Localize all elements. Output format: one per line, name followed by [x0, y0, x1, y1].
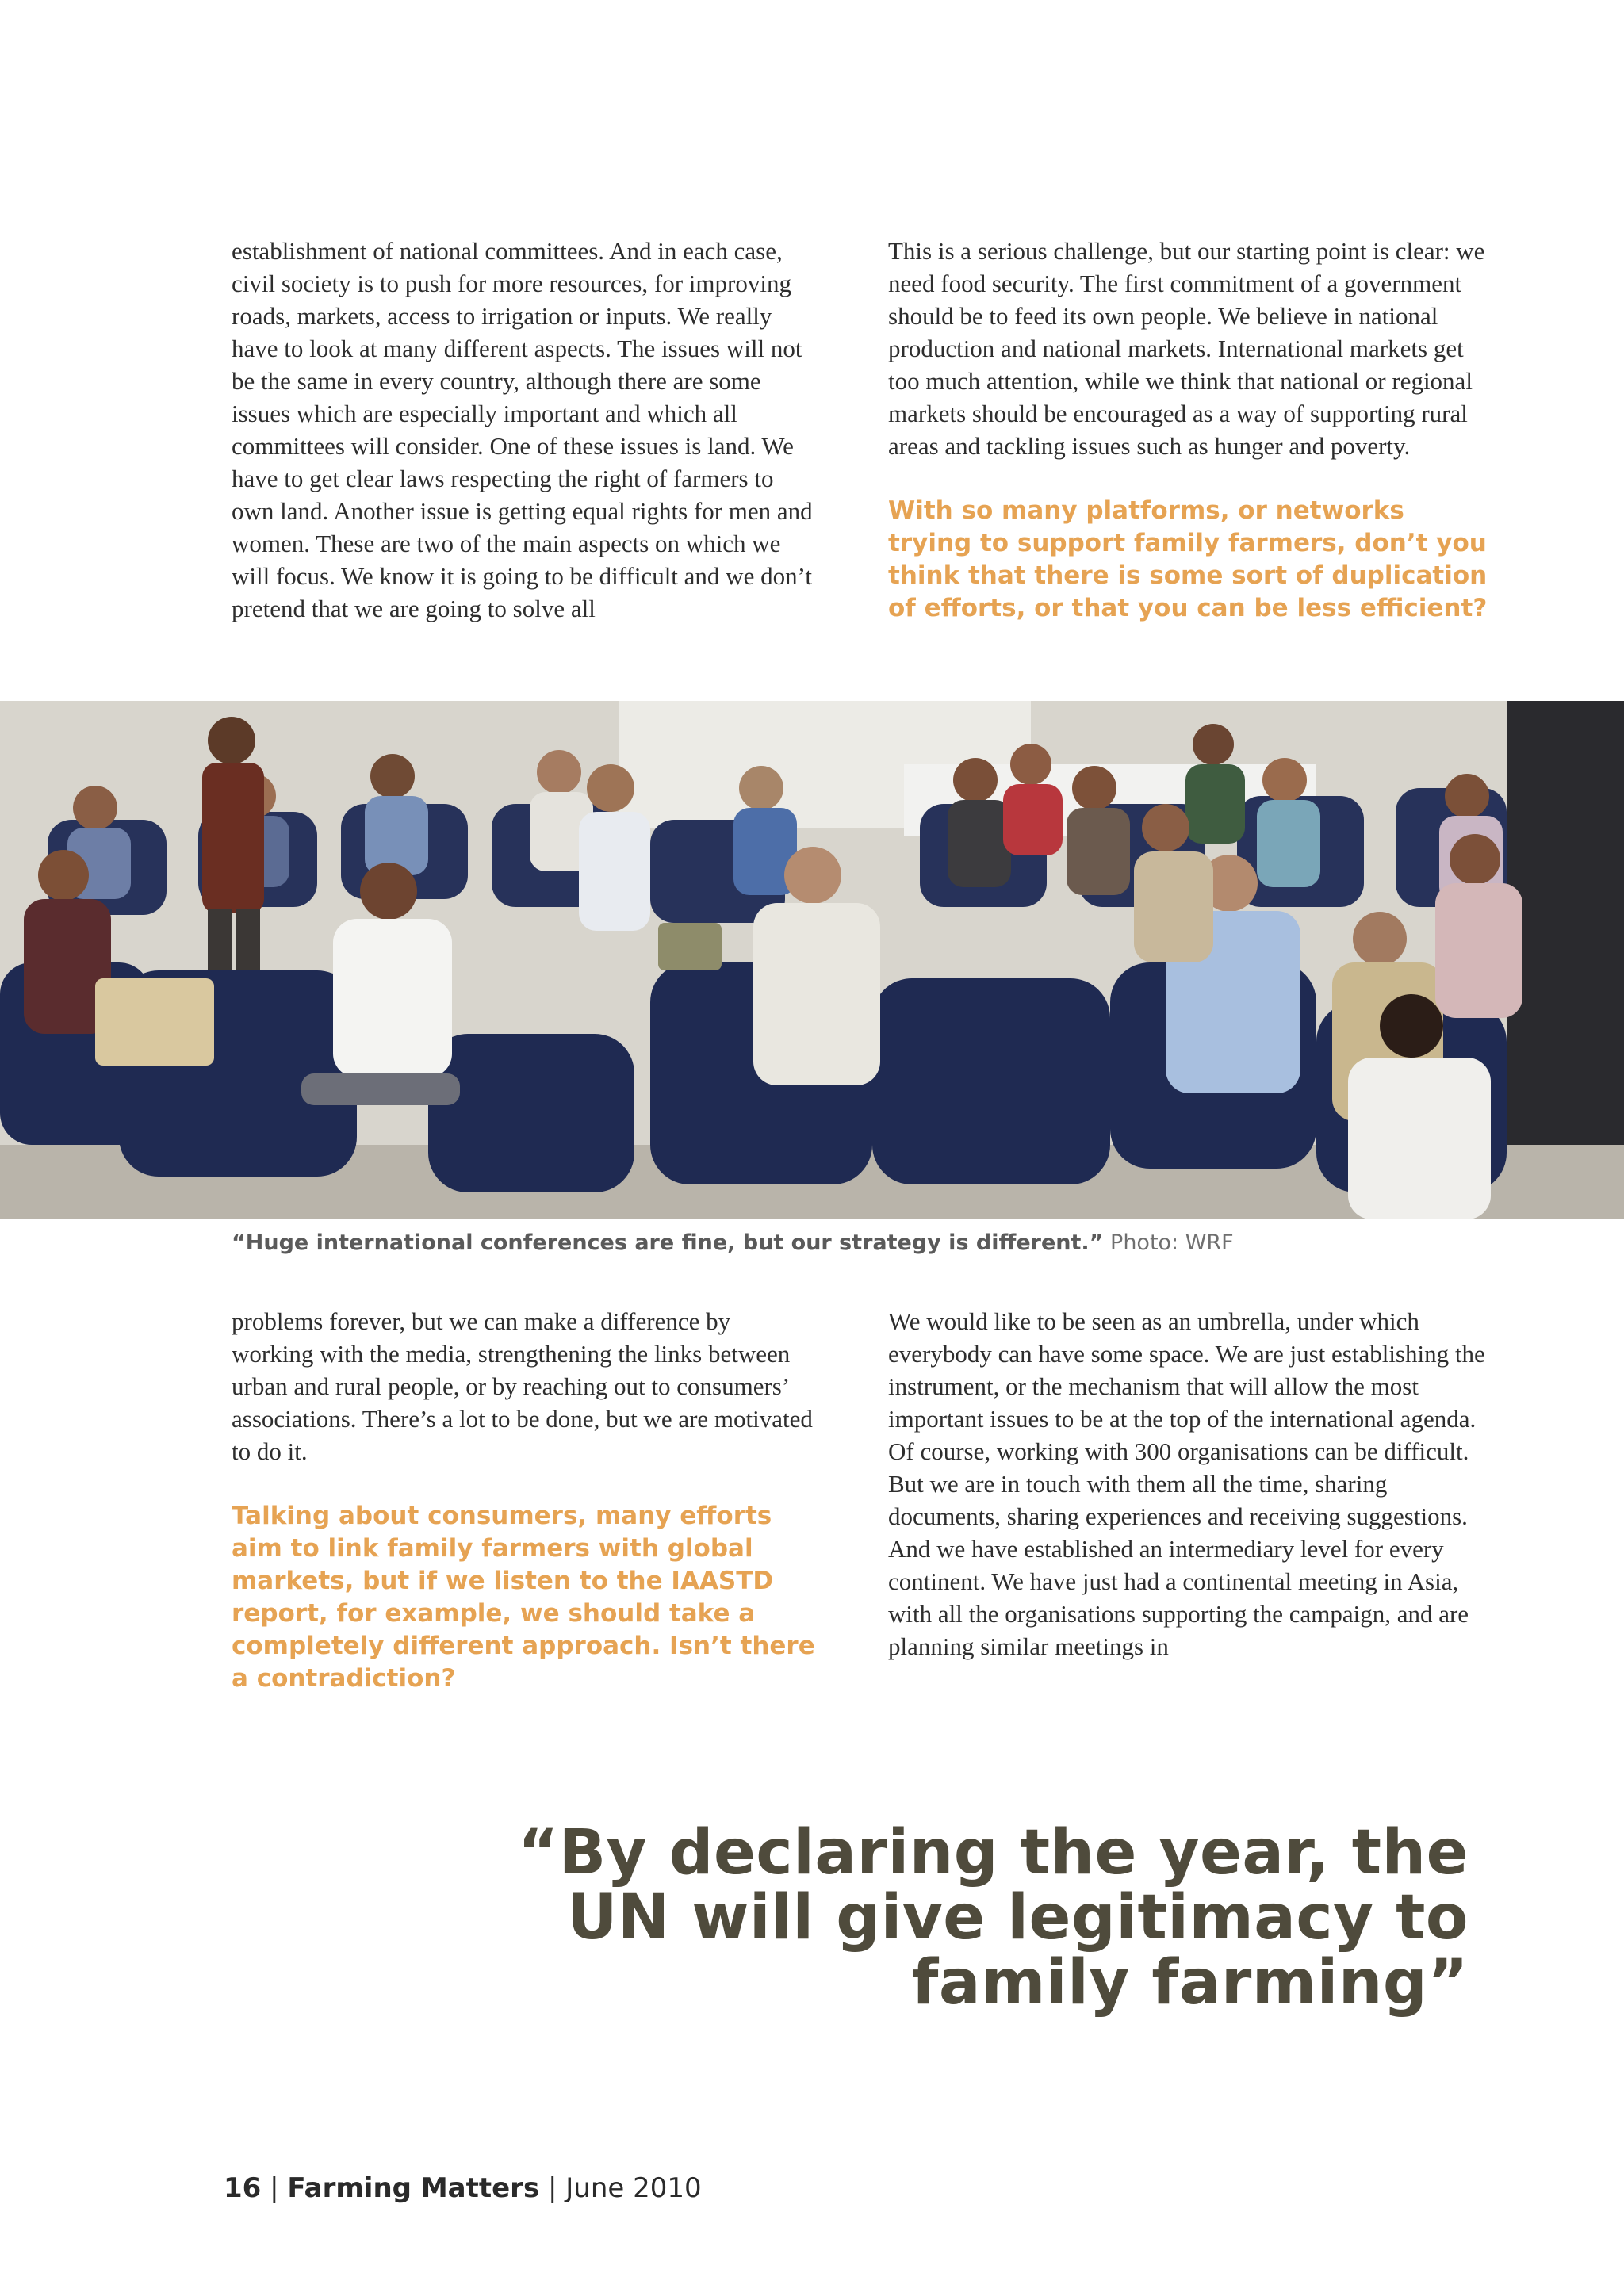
- audience-illustration: [0, 701, 1624, 1219]
- caption-quote: “Huge international conferences are fine, but our strategy is different.”: [232, 1230, 1104, 1255]
- body-text: establishment of national committees. And in each case, civil society is to push for more resources, for improving roads, markets, access to irrigation or inputs. We really have to look at many different aspects. The issues will not be the same in every country, although there are some issues which are especially important and which all committees will consider. One of these issues is land. We have to get clear laws respecting the right of farmers to own land. Another issue is getting equal rights for men and women. These are two of the main aspects on which we will focus. We know it is going to be difficult and we don’t pretend that we are going to solve all: [232, 237, 813, 622]
- photo-caption: [232, 1227, 1500, 1259]
- issue-date: June 2010: [565, 2172, 702, 2204]
- interview-question: Talking about consumers, many efforts aim to link family farmers with global markets, but if we listen to the IAASTD report, for example, we should take a completely different approach. Isn’t there a contradiction?: [232, 1502, 815, 1693]
- conference-photo: [0, 701, 1624, 1219]
- article-column-top-left: [232, 235, 818, 625]
- page-number: 16: [224, 2172, 262, 2204]
- body-text: problems forever, but we can make a difference by working with the media, strengthening the links between urban and rural people, or by reaching out to consumers’ associations. There’s a lot to be done, but we are motivated to do it.: [232, 1307, 813, 1465]
- article-column-bottom-left: [232, 1305, 818, 1695]
- interview-question: With so many platforms, or networks trying to support family farmers, don’t you think that there is some sort of duplication of efforts, or that you can be less efficient?: [888, 496, 1488, 622]
- pull-quote: “By declaring the year, the UN will give legitimacy to family farming”: [517, 1817, 1469, 2019]
- body-text: This is a serious challenge, but our starting point is clear: we need food security. The first commitment of a government should be to feed its own people. We believe in national production and national markets. International markets get too much attention, while we think that national or regional markets should be encouraged as a way of supporting rural areas and tackling issues such as hunger and poverty.: [888, 237, 1485, 460]
- caption-credit: Photo: WRF: [1110, 1230, 1234, 1255]
- footer-separator: |: [270, 2172, 279, 2204]
- page-footer: [224, 2172, 702, 2204]
- article-column-bottom-right: [888, 1305, 1491, 1663]
- body-text: We would like to be seen as an umbrella, under which everybody can have some space. We are just establishing the instrument, or the mechanism that will allow the most important issues to be at the top of the international agenda. Of course, working with 300 organisations can be difficult. But we are in touch with them all the time, sharing documents, sharing experiences and receiving suggestions. And we have established an intermediary level for every continent. We have just had a continental meeting in Asia, with all the organisations supporting the campaign, and are planning similar meetings in: [888, 1307, 1485, 1660]
- article-column-top-right: [888, 235, 1491, 625]
- publication-name: Farming Matters: [287, 2172, 540, 2204]
- footer-separator: |: [548, 2172, 557, 2204]
